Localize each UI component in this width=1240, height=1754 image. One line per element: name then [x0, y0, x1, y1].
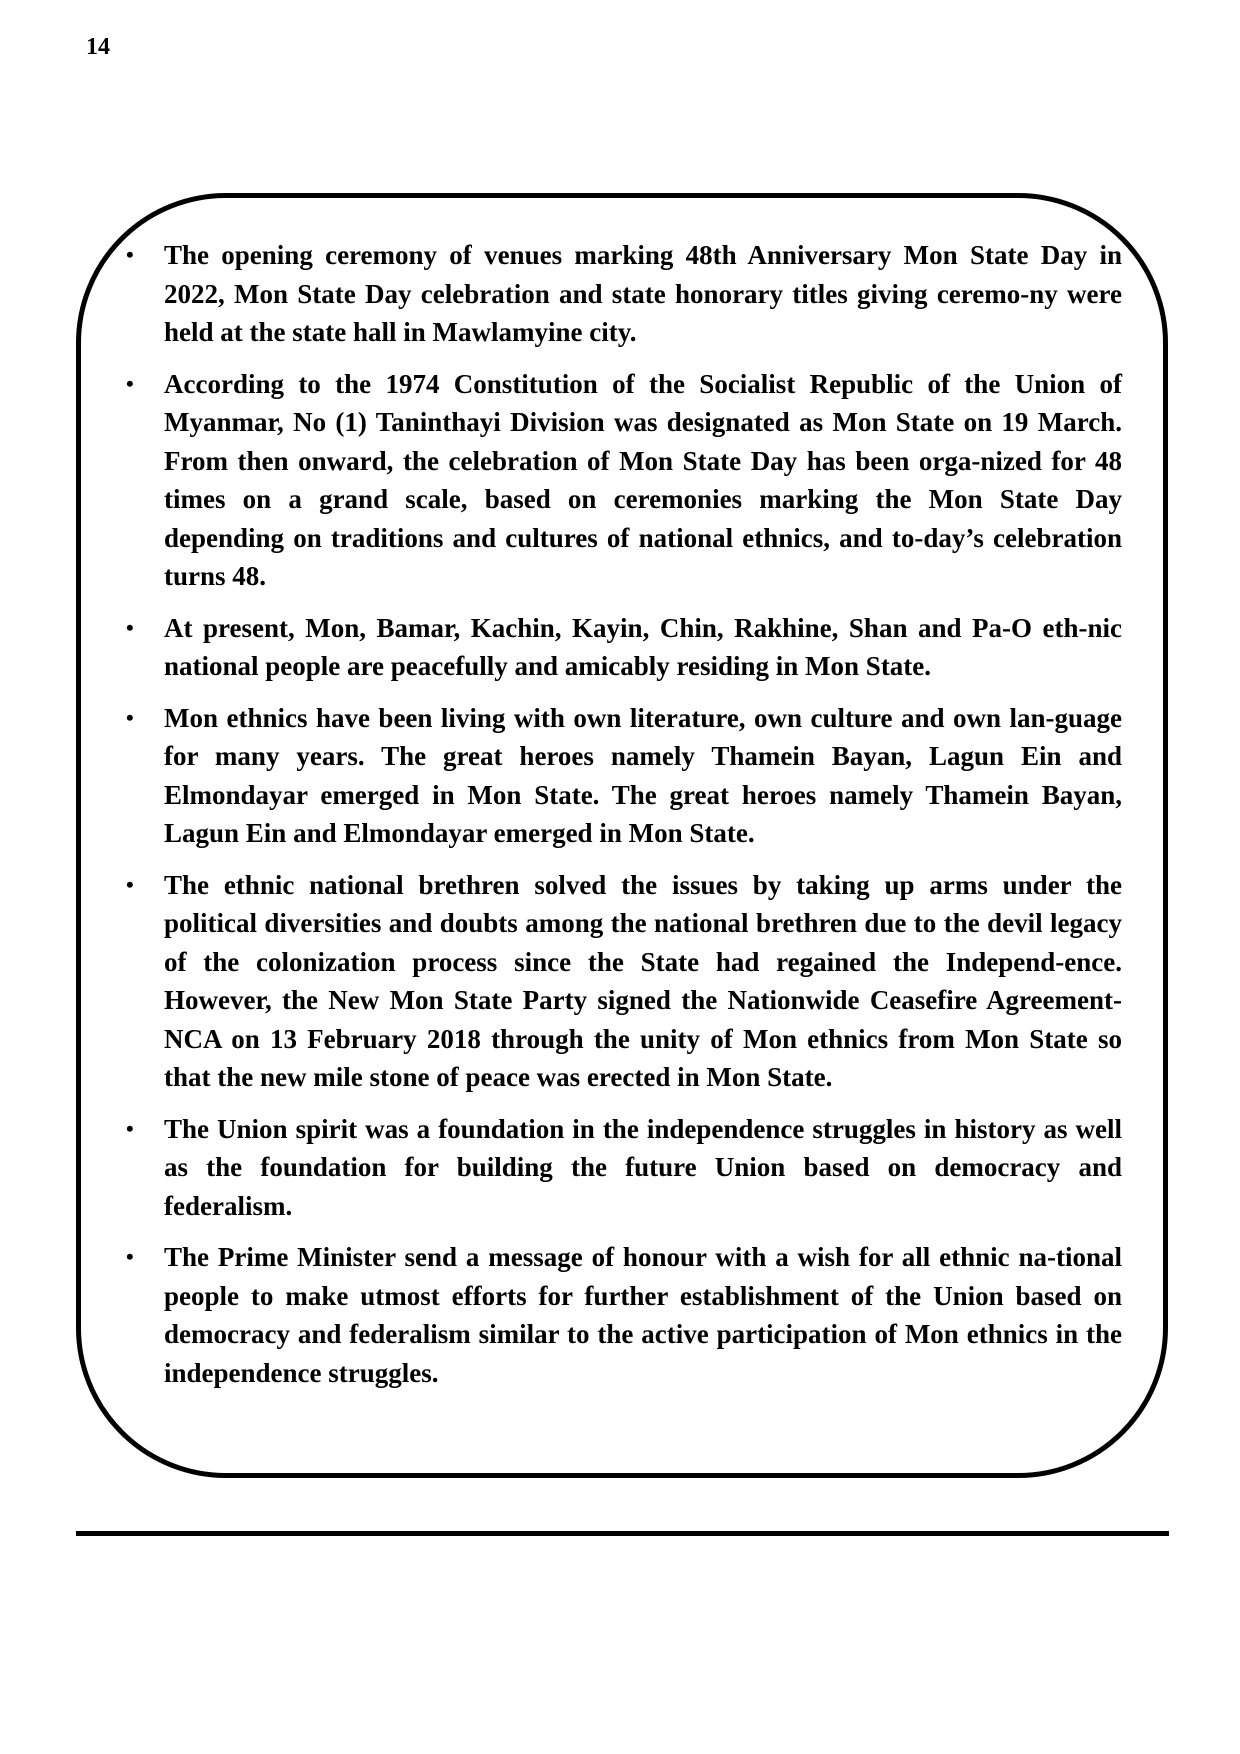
bullet-icon: • — [126, 370, 134, 396]
page-number: 14 — [86, 34, 110, 60]
list-item — [118, 365, 1122, 596]
bullet-icon: • — [126, 614, 134, 640]
bottom-divider — [76, 1531, 1169, 1536]
list-item-text: Mon ethnics have been living with own literature, own culture and own lan-guage for many years. The great heroes namely Thamein Bayan, Lagun Ein and Elmondayar emerged in Mon State. The great heroes namely Thamein Bayan, Lagun Ein and Elmondayar emerged in Mon State. — [164, 702, 1122, 848]
bullet-list — [118, 236, 1122, 1405]
list-item — [118, 699, 1122, 853]
bullet-icon: • — [126, 871, 134, 897]
list-item-text: At present, Mon, Bamar, Kachin, Kayin, Chin, Rakhine, Shan and Pa-O eth-nic national people are peacefully and amicably residing in Mon State. — [164, 612, 1122, 681]
bullet-icon: • — [126, 1244, 134, 1269]
list-item — [118, 236, 1122, 352]
bullet-icon: • — [126, 1115, 134, 1141]
list-item-text: According to the 1974 Constitution of the Socialist Republic of the Union of Myanmar, No (1) Taninthayi Division was designated as Mon State on 19 March. From then onward, the celebration of Mon State Day has been orga-nized for 48 times on a grand scale, based on ceremonies marking the Mon State Day depending on traditions and cultures of national ethnics, and to-day’s celebration turns 48. — [164, 368, 1122, 591]
bullet-icon: • — [126, 242, 134, 267]
list-item-text: The Prime Minister send a message of honour with a wish for all ethnic na-tional people to make utmost efforts for further establishment of the Union based on democracy and federalism similar to the active participation of Mon ethnics in the independence struggles. — [164, 1242, 1122, 1388]
list-item — [118, 1238, 1122, 1392]
list-item-text: The ethnic national brethren solved the issues by taking up arms under the political diversities and doubts among the national brethren due to the devil legacy of the colonization process since the State had regained the Independ-ence. However, the New Mon State Party signed the Nationwide Ceasefire Agreement-NCA on 13 February 2018 through the unity of Mon ethnics from Mon State so that the new mile stone of peace was erected in Mon State. — [164, 869, 1122, 1092]
bullet-icon: • — [126, 704, 134, 730]
list-item-text: The opening ceremony of venues marking 48th Anniversary Mon State Day in 2022, Mon State Day celebration and state honorary titles giving ceremo-ny were held at the state hall in Mawlamyine city. — [164, 240, 1122, 347]
list-item-text: The Union spirit was a foundation in the independence struggles in history as well as the foundation for building the future Union based on democracy and federalism. — [164, 1113, 1122, 1221]
list-item — [118, 609, 1122, 686]
list-item — [118, 1110, 1122, 1226]
list-item — [118, 866, 1122, 1097]
